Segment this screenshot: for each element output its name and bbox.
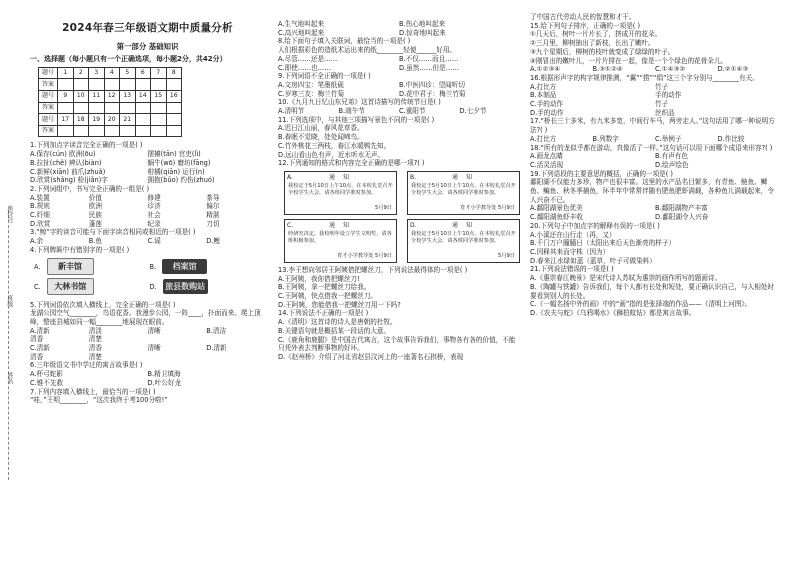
option: D.鄱阳湖令人兴奋	[655, 213, 709, 222]
option: C.活灵活现	[530, 160, 564, 169]
question-line: D.春来江水绿如蓝（蓝草，叶子可做染料）	[530, 256, 656, 265]
table-cell	[135, 79, 151, 91]
option-row	[530, 213, 780, 222]
question-line: 9.下列词语不全正确的一项是( )	[278, 72, 371, 81]
option: 蓬莲	[88, 219, 102, 228]
table-cell: 9	[58, 91, 74, 103]
option: B.规则	[30, 202, 50, 211]
option: C.鄱阳湖鱼虾丰收	[530, 213, 583, 222]
table-row	[39, 67, 182, 79]
question-line: 16.根据形声字的构字规律推测，“翼”“捞”“绢”这三个字分别与________有关。	[530, 73, 759, 82]
part-heading: 第一部分 基础知识	[116, 41, 179, 51]
table-row	[39, 91, 182, 103]
notice-date: 5月9日	[498, 253, 515, 260]
signboard-image: 旅县数购站	[163, 279, 208, 294]
question-line: B.千门万户朣朣日（太阳出来后天色渐亮的样子）	[530, 239, 676, 248]
option: D.花中君子：梅兰竹菊	[399, 89, 466, 98]
option: 竹子	[655, 82, 669, 91]
question-line: 15.给下列句子排序，正确的一项是( )	[530, 21, 641, 30]
option: 柑橘(qiān) 运行(n)	[147, 167, 205, 176]
option: C.岁寒三友：梅兰竹菊	[278, 89, 345, 98]
table-cell	[151, 79, 167, 91]
option: D.绘声绘色	[655, 160, 689, 169]
table-cell	[73, 79, 89, 91]
option: D.叶公好龙	[147, 378, 182, 387]
option: D.虽然……但是……	[399, 63, 459, 72]
option-row	[30, 211, 265, 220]
option: A.清明节	[278, 107, 305, 116]
option: C.新鲜(xiān) 前爪(zhuǎ)	[30, 167, 106, 176]
table-cell	[89, 125, 105, 137]
option: D.手的动作	[530, 108, 564, 117]
question-line: 1.下列加点字读音完全正确的一项是( )	[30, 141, 143, 150]
option-row	[30, 176, 265, 185]
table-row	[39, 79, 182, 91]
question-line: ④刚冒出的嫩叶儿，一片片排在一起，像是一个个绿色的花骨朵儿。	[530, 56, 728, 65]
option: 清楚	[88, 352, 102, 361]
column-2-questions	[278, 20, 520, 362]
table-cell: 题号	[39, 91, 58, 103]
option: D.鲤	[206, 237, 221, 246]
question-line: 鄱阳湖不仅能力多珍，物产也很丰富。这里的水产品名目繁多，有青鱼、鲢鱼、鲫鱼、鳊鱼、秋冬季捕鱼，环半年中常常伴随有肥鱼肥虾满载，各种鱼儿满载起来，令人兴奋不已。	[530, 178, 774, 204]
table-cell	[104, 125, 120, 137]
option: B.有声有色	[655, 152, 688, 161]
table-cell: 1	[58, 67, 74, 79]
option-row	[530, 152, 780, 161]
notice-body: 我校定于5月10日上午10点，在本校礼堂召开全校学生大会，请各班同学准时参加。	[411, 230, 516, 244]
signboard-item	[150, 259, 266, 274]
option: C.①④③②	[655, 65, 686, 74]
question-line: D.《赵州桥》介绍了河北省赵县汶河上的一座著名石拱桥，表现	[278, 352, 464, 361]
section-heading: 一、选择题（每小题只有一个正确选项，每小题2分，共42分）	[30, 54, 227, 63]
notice-letter: C.	[287, 221, 294, 229]
signboard-image: 大林书馆	[47, 278, 94, 295]
question-line: ①几天后，树叶一片片长了，挤成开的花朵。	[530, 30, 662, 39]
seat-label: 座位号	[5, 205, 13, 223]
question-line: D.王阿姨，您能借我一把螺丝刀用一下吗?	[278, 300, 401, 309]
table-cell	[58, 102, 74, 114]
notice-letter: A.	[287, 173, 293, 181]
table-cell: 11	[89, 91, 105, 103]
option-row	[530, 204, 780, 213]
question-line: 4.下列牌匾中有错别字的一项是( )	[30, 245, 130, 254]
notice-date: 育才小学教导处 5月9日	[460, 205, 515, 212]
option: C.重阳节	[399, 107, 426, 116]
question-line: C.因释其耒而守株（因为）	[530, 247, 610, 256]
table-cell	[135, 102, 151, 114]
option-row	[278, 81, 520, 90]
notice-heading: 通 知	[329, 173, 352, 181]
option-letter: C.	[34, 282, 41, 291]
option: 摆摊(tān) 官吏(lì)	[147, 150, 201, 159]
question-line: C.王阿姨，快点借我一把螺丝刀。	[278, 292, 378, 301]
option: C.即使……也……	[278, 63, 331, 72]
table-cell: 3	[89, 67, 105, 79]
question-line: A.小溪还在山行走（再，又）	[530, 230, 616, 239]
option-row	[30, 327, 265, 344]
question-line: 18.“所有的龙似乎都在游动，真像活了一样。”这句话可以用下面哪个成语来形容?( )	[530, 143, 773, 152]
option: 诊济	[147, 202, 161, 211]
option: A.余	[30, 237, 44, 246]
option: 清香	[88, 344, 102, 353]
option: 蜗牛(wō) 磨坊(fāng)	[147, 158, 211, 167]
option-row	[30, 202, 265, 211]
notice-box	[407, 219, 520, 263]
table-cell: 8	[166, 67, 182, 79]
table-cell	[166, 114, 182, 126]
table-cell: 18	[73, 114, 89, 126]
option: A.保存(cún) 欧洲(ōu)	[30, 150, 96, 159]
question-line: 2.下列词组中，书写完全正确的一组是( )	[30, 184, 150, 193]
table-cell: 7	[151, 67, 167, 79]
table-cell: 12	[104, 91, 120, 103]
table-cell	[166, 125, 182, 137]
table-cell	[73, 102, 89, 114]
question-line: ③九个星期后，柳树的枝叶就变成了绿绿的叶子。	[530, 47, 675, 56]
notice-letter: D.	[410, 221, 417, 229]
notice-date: 育才小学教导处 5月9日	[337, 253, 392, 260]
question-line: B.春眠不觉晓，处处闻啼鸟。	[278, 133, 364, 142]
option: A.打比方	[530, 134, 557, 143]
table-cell	[151, 114, 167, 126]
option: B.端午节	[338, 107, 365, 116]
name-label: 姓名	[5, 372, 13, 384]
option: B.鱼	[88, 237, 102, 246]
question-line: B.《陶罐与铁罐》告诉我们，每个人都有长处和短处，要正确认识自己，与人相处时要看到别人的长处。	[530, 282, 774, 300]
question-line: B.关键语句就是概括某一段话的大意。	[278, 326, 391, 335]
table-cell: 题号	[39, 114, 58, 126]
table-cell: 答案	[39, 102, 58, 114]
table-row	[39, 114, 182, 126]
option-row	[30, 237, 265, 246]
page-title: 2024年春三年级语文期中质量分析	[62, 22, 233, 34]
option: C.清新	[30, 344, 50, 353]
table-row	[39, 102, 182, 114]
table-cell: 4	[104, 67, 120, 79]
option-row	[278, 107, 520, 116]
option: A.打比方	[530, 82, 557, 91]
notice-heading: 通 知	[452, 221, 475, 229]
question-line: C.《一幅名扬中外的画》中的“画”指的是张择端的作品——《清明上河图》。	[530, 300, 752, 309]
option: 民族	[88, 211, 102, 220]
table-cell	[104, 79, 120, 91]
question-line: ②三月里，柳树抽出了新枝，长出了嫩叶。	[530, 39, 655, 48]
option: C.锥不先救	[30, 378, 64, 387]
question-line: 7.下列内容填入横线上，最恰当的一项是( )	[30, 387, 156, 396]
signboard-item	[34, 278, 150, 295]
table-cell	[135, 114, 151, 126]
table-cell: 20	[104, 114, 120, 126]
notice-heading: 通 知	[329, 221, 352, 229]
table-cell	[166, 79, 182, 91]
table-cell	[120, 102, 136, 114]
question-line: D.《农夫与蛇》《乌鸦喝水》《狮拍蚊钻》都是寓言故事。	[530, 308, 696, 317]
option: 清香	[30, 335, 44, 344]
question-line: 龙湖公园空气________，鸟语花香。我漫步公园，一阵____，扑面而来。爬上顶峰，整座县城如同一幅________地展现在眼前。	[30, 309, 261, 326]
option: 清楚	[88, 335, 102, 344]
option-letter: B.	[149, 262, 157, 271]
option: A.生气地叫起来	[278, 20, 325, 28]
option: C.高兴地叫起来	[278, 28, 325, 37]
column-3	[530, 0, 780, 562]
question-line: 5.下列词语依次填入横线上，完全正确的一项是( )	[30, 300, 176, 309]
option-letter: D.	[149, 282, 157, 291]
option: A.杯弓蛇影	[30, 370, 63, 379]
table-row	[39, 125, 182, 137]
answer-table	[38, 67, 182, 138]
option-row	[30, 168, 265, 177]
question-line: 了中国古代劳动人民的智慧和才干。	[530, 13, 636, 21]
table-cell	[166, 102, 182, 114]
option: 茶导	[206, 193, 220, 202]
option: 清香	[30, 352, 44, 361]
question-line: 17.“桥长三十多米，有九米多宽，中间行车马，两旁走人。”这句话用了哪一种说明方法?( )	[530, 117, 775, 135]
table-cell	[120, 79, 136, 91]
option: B.精卫填海	[147, 370, 181, 379]
notice-body: 我校定于5月10日上午10点，在本校礼堂召开全校学生大会，请各班同学准时参加。	[411, 182, 516, 196]
option: D.②①④③	[717, 65, 749, 74]
option-row	[30, 150, 265, 159]
question-line: D.远山看山色有声，近水听水无声。	[278, 150, 385, 159]
column-2	[278, 0, 520, 562]
column-1-questions	[30, 141, 265, 405]
table-cell: 答案	[39, 125, 58, 137]
table-cell: 14	[135, 91, 151, 103]
option-row	[530, 161, 780, 170]
question-line: C.竹外桃花三两枝，春江水暖鸭先知。	[278, 141, 391, 150]
option: B.伤心地叫起来	[399, 20, 446, 28]
table-cell: 6	[135, 67, 151, 79]
signboard-options	[34, 258, 265, 298]
table-cell: 19	[89, 114, 105, 126]
option: C.举例子	[655, 134, 682, 143]
option: 竹子	[655, 100, 669, 109]
table-cell: 21	[120, 114, 136, 126]
question-line: 21.下列说法错误的一项是( )	[530, 265, 614, 274]
option-row	[30, 370, 265, 379]
question-line: A.王阿姨，我你借把螺丝刀!	[278, 274, 360, 283]
option: D.惊奇地叫起来	[399, 28, 446, 37]
question-line: 10.《九月九日忆山东兄弟》这首诗描写的传统节日是( )	[278, 98, 441, 107]
question-line: C.《鹿角和鹿腿》是中国古代寓言，这个故事告诉我们，事物各有各的价值，不能只凭外表去判断事物的好坏。	[278, 335, 516, 353]
option: 价值	[88, 193, 102, 202]
table-cell	[151, 125, 167, 137]
question-line: 14.下列说法不正确的一项是( )	[278, 309, 369, 318]
notice-box	[284, 219, 397, 263]
option: A.尽管……还是……	[278, 54, 338, 63]
table-cell	[151, 102, 167, 114]
question-line: B.王阿姨，拿一把螺丝刀给我。	[278, 283, 371, 292]
table-cell: 题号	[39, 67, 58, 79]
notice-date: 5月9日	[375, 205, 392, 212]
table-cell: 17	[58, 114, 74, 126]
notice-heading: 通 知	[452, 173, 475, 181]
option: D.七夕节	[459, 107, 487, 116]
signboard-item	[150, 279, 266, 294]
option: 丝织品	[655, 108, 675, 117]
option: A.装置	[30, 193, 50, 202]
option: B.鄱阳湖物产丰富	[655, 204, 708, 213]
option: 修建	[147, 193, 161, 202]
column-3-questions	[530, 13, 780, 318]
table-cell	[104, 102, 120, 114]
question-line: A.《惠崇春江晚景》是宋代诗人苏轼为惠崇的画作所写的题画诗。	[530, 274, 722, 283]
signboard-image: 档案馆	[162, 259, 207, 274]
option-row	[530, 65, 780, 74]
option: B.③①②④	[592, 65, 623, 74]
signboard-image: 新丰馆	[47, 258, 94, 275]
question-line: 8.给下面句子填入关联词，最恰当的一项是( )	[278, 37, 411, 46]
option-row	[30, 379, 265, 388]
option-row	[278, 64, 520, 73]
question-line: A.迟日江山丽，春风花草香。	[278, 124, 364, 133]
option: B.不仅……而且……	[399, 54, 459, 63]
option: 社会	[147, 211, 161, 220]
option-row	[278, 55, 520, 64]
option: 清淡	[88, 326, 102, 335]
question-line: 19.下列语段的主要意思的概括，正确的一项是( )	[530, 169, 674, 178]
option: B.本制品	[530, 91, 557, 100]
question-line: 20.下列句子中加点字的解释有误的一项是( )	[530, 221, 660, 230]
question-line: 3.“鲸”字的读音可能与下面字读音相同或相近的一项是( )	[30, 228, 196, 237]
table-cell: 15	[151, 91, 167, 103]
option: 清晰	[147, 326, 161, 335]
table-cell: 13	[120, 91, 136, 103]
table-cell	[73, 125, 89, 137]
option: D.作比较	[717, 134, 745, 143]
option: B.中医四诊：望闻听切	[399, 80, 465, 89]
question-line: 12.下列通知的格式和内容完全正确的是哪一项?( )	[278, 159, 425, 168]
question-line: 13.李王想向邻居王阿姨借把螺丝刀，下列说法最得体的一项是( )	[278, 265, 468, 274]
table-cell	[58, 125, 74, 137]
option: C.手的动作	[530, 100, 564, 109]
question-line: “哇，”王明________，“这次我终于考100分啦!”	[30, 396, 168, 405]
option: B.清洁	[206, 326, 227, 335]
option: C.纤细	[30, 211, 50, 220]
option-row	[530, 91, 780, 100]
option: D.欣赏(shǎng) 检(jiǎn)字	[30, 176, 108, 185]
table-cell: 5	[120, 67, 136, 79]
option: C.谣	[147, 237, 161, 246]
option: A.画龙点睛	[530, 152, 563, 161]
table-cell: 答案	[39, 79, 58, 91]
table-cell	[89, 102, 105, 114]
table-cell	[58, 79, 74, 91]
option: 拥抱(bǔo) 灼伤(zhuó)	[147, 176, 215, 185]
question-line: 6.三年级语文书中学过的寓言故事是( )	[30, 361, 143, 370]
notice-box	[284, 171, 397, 215]
option: 欧洲	[88, 202, 102, 211]
option-row	[30, 344, 265, 361]
signboard-item	[34, 258, 150, 275]
notice-options	[284, 171, 520, 263]
option: D.清新	[206, 344, 227, 353]
question-line: 11.下列选项中，与其他三项描写景色不同的一项是( )	[278, 115, 435, 124]
table-cell	[135, 125, 151, 137]
notice-box	[407, 171, 520, 215]
option: A.文房四宝：笔墨纸砚	[278, 80, 344, 89]
option-letter: A.	[34, 262, 41, 271]
class-label: 班级	[5, 295, 13, 307]
option: 刀切	[206, 219, 220, 228]
option: B.拉扯(chě) 辨认(biàn)	[30, 158, 102, 167]
table-cell	[89, 79, 105, 91]
table-cell: 10	[73, 91, 89, 103]
option: 纪录	[147, 219, 161, 228]
option: B.列数字	[592, 134, 619, 143]
option: A.鄱阳湖景色优美	[530, 204, 583, 213]
column-1	[30, 0, 265, 562]
question-line: 人们根据彩色的造纸术运出来的纸________轻便______好用。	[278, 46, 457, 55]
binding-line	[8, 210, 9, 480]
option-row	[530, 135, 780, 144]
table-cell: 2	[73, 67, 89, 79]
option: 清晰	[147, 344, 161, 353]
notice-body: 我校定于5月10日上午10点，在本校礼堂召开全校学生大会，请各班同学准时参加。	[288, 182, 393, 196]
option: 偏尔	[206, 202, 220, 211]
option-row	[530, 100, 780, 109]
option: A.①②③④	[530, 65, 561, 74]
table-cell: 16	[166, 91, 182, 103]
option-row	[30, 159, 265, 168]
option: 手的动作	[655, 91, 682, 100]
table-cell	[120, 125, 136, 137]
notice-letter: B.	[410, 173, 417, 181]
option: A.清新	[30, 326, 50, 335]
question-line: A.《清明》这首诗的诗人是唐朝的杜牧。	[278, 318, 397, 327]
option: D.欣赏	[30, 219, 51, 228]
option: 精湛	[206, 211, 220, 220]
notice-body: 经研究决定，我校明年设立学生文明奖，请各班积极参加。	[288, 230, 392, 244]
option-row	[278, 20, 520, 29]
